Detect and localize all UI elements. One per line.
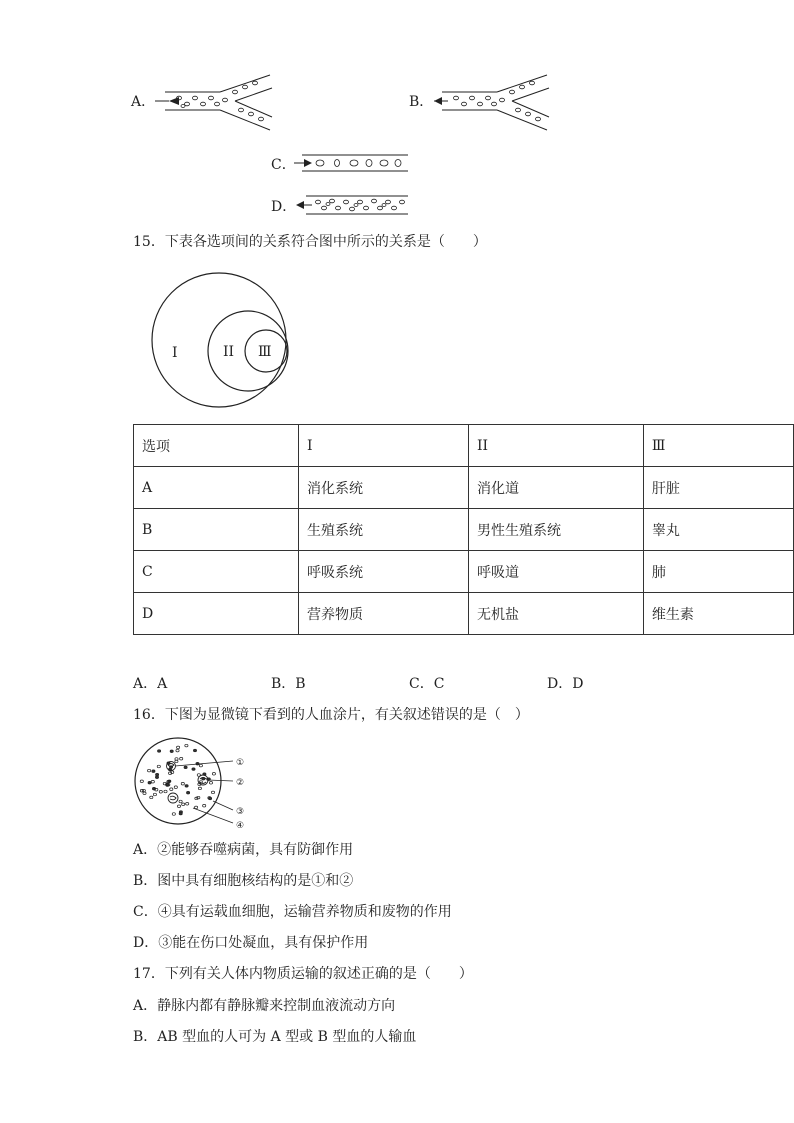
choice-d: D．D <box>547 676 584 692</box>
circle-label-i: I <box>172 345 178 361</box>
table-cell: 营养物质 <box>299 593 469 635</box>
figure-label-3: ③ <box>236 807 245 817</box>
choice-c: C．C <box>409 676 445 692</box>
choice-a: A．静脉内都有静脉瓣来控制血液流动方向 <box>133 998 396 1014</box>
table-row <box>134 551 794 593</box>
table-cell: A <box>134 467 299 509</box>
figure-label-1: ① <box>236 758 245 768</box>
choice-b: B．B <box>271 676 306 692</box>
table-cell: 睾丸 <box>643 509 793 551</box>
table-row <box>134 593 794 635</box>
option-letter: A． <box>131 94 156 110</box>
table-cell: 肝脏 <box>643 467 793 509</box>
table-cell: 无机盐 <box>468 593 643 635</box>
choice-b: B．图中具有细胞核结构的是①和② <box>133 873 354 889</box>
table-header-cell: 选项 <box>134 425 299 467</box>
question-17-stem: 17．下列有关人体内物质运输的叙述正确的是（ ） <box>133 966 473 982</box>
table-row <box>134 467 794 509</box>
option-letter: B． <box>409 94 434 110</box>
option-letter: C． <box>271 157 296 173</box>
table-cell: B <box>134 509 299 551</box>
table-row <box>134 509 794 551</box>
choice-d: D．③能在伤口处凝血，具有保护作用 <box>133 935 369 951</box>
question-15-stem: 15．下表各选项间的关系符合图中所示的关系是（ ） <box>133 234 487 250</box>
choice-a: A．②能够吞噬病菌，具有防御作用 <box>133 842 354 858</box>
table-cell: 消化系统 <box>299 467 469 509</box>
table-header-cell: I <box>299 425 469 467</box>
vessel-diagram-a <box>155 70 280 135</box>
blood-smear-figure <box>133 738 263 830</box>
nested-circles-diagram <box>150 268 290 413</box>
figure-label-4: ④ <box>236 821 245 831</box>
vessel-diagram-d <box>292 193 412 219</box>
choice-c: C．④具有运载血细胞，运输营养物质和废物的作用 <box>133 904 452 920</box>
table-cell: 男性生殖系统 <box>468 509 643 551</box>
question-16-stem: 16．下图为显微镜下看到的人血涂片，有关叙述错误的是（ ） <box>133 707 529 723</box>
table-cell: 生殖系统 <box>299 509 469 551</box>
options-table <box>133 424 794 635</box>
table-cell: 呼吸道 <box>468 551 643 593</box>
circle-label-ii: II <box>223 344 235 360</box>
table-header-row <box>134 425 794 467</box>
table-header-cell: II <box>468 425 643 467</box>
table-cell: 维生素 <box>643 593 793 635</box>
choice-b: B．AB 型血的人可为 A 型或 B 型血的人输血 <box>133 1029 417 1045</box>
table-cell: 肺 <box>643 551 793 593</box>
table-cell: C <box>134 551 299 593</box>
choice-a: A．A <box>133 676 168 692</box>
figure-label-2: ② <box>236 778 245 788</box>
capillary-diagram-c <box>292 151 412 175</box>
circle-label-iii: Ⅲ <box>258 344 272 360</box>
table-cell: 呼吸系统 <box>299 551 469 593</box>
table-header-cell: Ⅲ <box>643 425 793 467</box>
table-cell: 消化道 <box>468 467 643 509</box>
option-letter: D． <box>271 199 297 215</box>
table-cell: D <box>134 593 299 635</box>
vessel-diagram-b <box>432 70 557 135</box>
